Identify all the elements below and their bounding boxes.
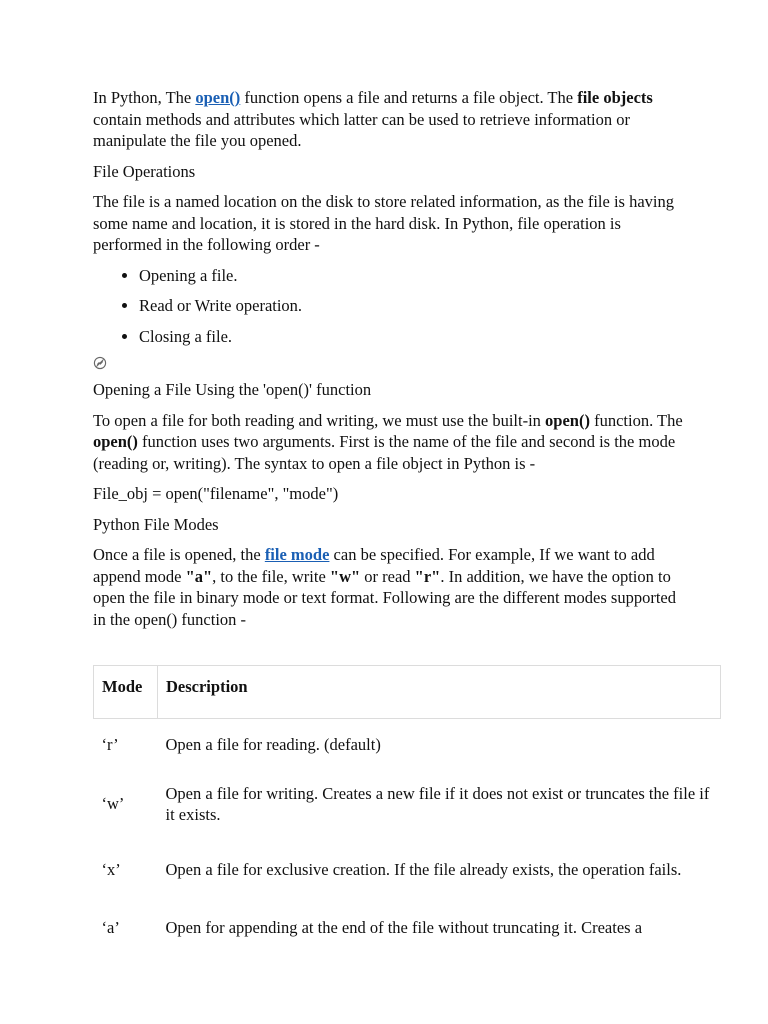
file-modes-table — [93, 665, 721, 961]
table-row — [94, 837, 721, 903]
mode-a-bold: "a" — [185, 566, 213, 586]
broken-image-icon — [93, 356, 107, 370]
intro-suffix: contain methods and attributes which latter can be used to retrieve information or manipulate the file you opened. — [93, 109, 630, 150]
heading-file-modes: Python File Modes — [93, 514, 219, 534]
open-function-link[interactable]: open() — [195, 88, 241, 107]
mode-w-bold: "w" — [329, 566, 361, 586]
open-bold-1: open() — [545, 410, 590, 430]
open-prefix: To open a file for both reading and writing, we must use the built-in — [93, 410, 546, 430]
table-row — [94, 903, 721, 961]
open-paragraph — [93, 410, 683, 475]
table-row — [94, 771, 721, 837]
heading-file-operations: File Operations — [93, 161, 196, 181]
description-cell: Open a file for exclusive creation. If the file already exists, the operation fails. — [165, 860, 682, 880]
file-mode-link[interactable]: file mode — [264, 545, 330, 564]
modes-suffix: . In addition, we have the option to open the file in binary mode or text format. Following are the different modes supported in the open() function - — [93, 566, 677, 629]
open-suffix: function uses two arguments. First is the name of the file and second is the mode (reading or, writing). The syntax to open a file object in Python is - — [93, 432, 676, 473]
list-item: • Read or Write operation. — [139, 295, 683, 317]
mode-cell: ‘r’ — [101, 735, 119, 755]
modes-part-3: or read — [360, 566, 415, 586]
mode-cell: ‘x’ — [101, 860, 121, 880]
mode-cell: ‘a’ — [101, 918, 120, 937]
modes-prefix: Once a file is opened, the — [93, 545, 265, 564]
table-header-row — [94, 666, 721, 719]
open-middle: function. The — [589, 410, 683, 430]
description-cell: Open a file for writing. Creates a new file if it does not exist or truncates the file if it exists. — [165, 783, 710, 824]
list-item: • Closing a file. — [139, 326, 683, 348]
intro-bold: file objects — [577, 88, 653, 107]
intro-paragraph — [93, 87, 683, 152]
intro-middle: function opens a file and returns a file object. The — [240, 88, 578, 107]
column-header-description: Description — [158, 666, 721, 719]
intro-prefix: In Python, The — [93, 88, 196, 107]
mode-r-bold: "r" — [414, 566, 441, 586]
description-cell: Open for appending at the end of the file without truncating it. Creates a — [165, 918, 643, 937]
column-header-mode: Mode — [94, 666, 158, 719]
modes-part-1: can be specified. For example, If we want to add append mode — [93, 545, 655, 586]
description-cell: Open a file for reading. (default) — [165, 735, 381, 755]
document-body — [93, 87, 683, 639]
file-operations-paragraph: The file is a named location on the disk to store related information, as the file is having some name and location, it is stored in the hard disk. In Python, file operation is performed in the following order - — [93, 192, 675, 254]
table-row — [94, 719, 721, 772]
operations-list — [93, 265, 683, 348]
mode-cell: ‘w’ — [101, 794, 125, 814]
syntax-line: File_obj = open("filename", "mode") — [93, 484, 339, 503]
modes-paragraph — [93, 544, 683, 630]
modes-part-2: , to the file, write — [212, 566, 330, 586]
open-bold-2: open() — [93, 432, 138, 451]
list-item: • Opening a file. — [139, 265, 683, 287]
heading-opening-file: Opening a File Using the 'open()' function — [93, 380, 372, 399]
